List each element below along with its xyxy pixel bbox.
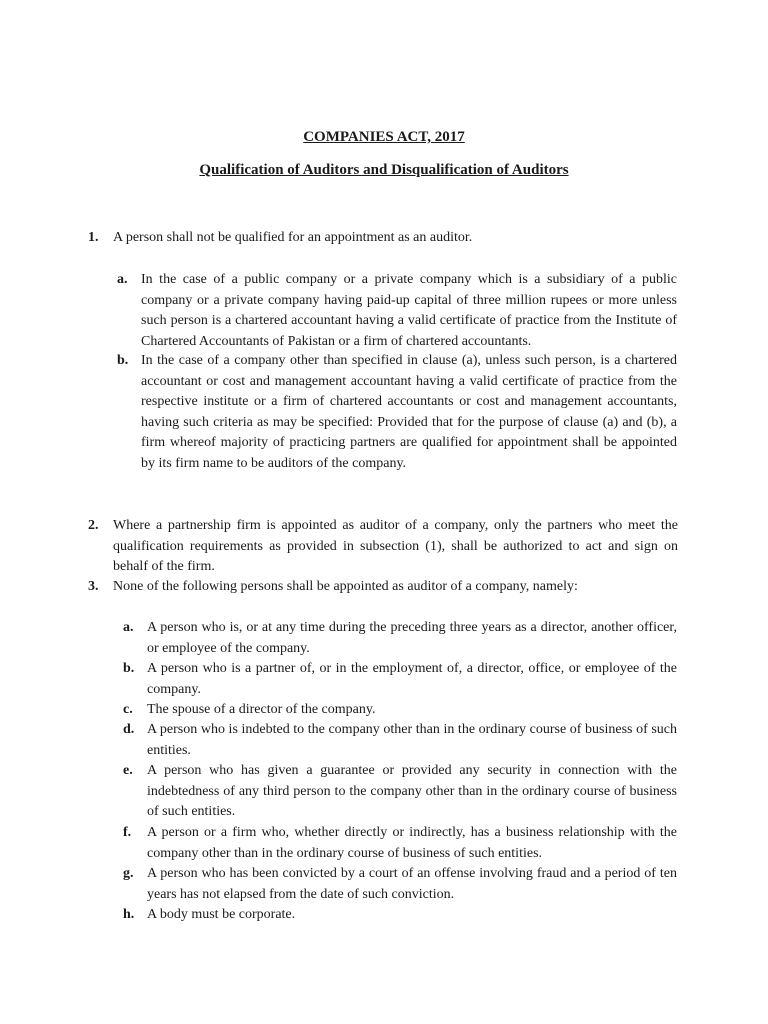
item-label: a. bbox=[123, 620, 134, 635]
item-label: b. bbox=[123, 661, 135, 676]
item-text: A person or a firm who, whether directly or indirectly, has a business relationship with the company other than in the ordinary course of business of such entities. bbox=[147, 825, 677, 861]
item-text: In the case of a company other than specified in clause (a), unless such person, is a chartered accountant or cost and management accountant having a valid certificate of practice from the respective institute or a firm of chartered accountants or cost and management accountants, having such criteria as may be specified: Provided that for the purpose of clause (a) and (b), a firm whereof majority of practicing partners are qualified for appointment shall be appointed by its firm name to be auditors of the company. bbox=[141, 353, 677, 471]
section-number: 3. bbox=[88, 579, 99, 594]
document-subtitle: Qualification of Auditors and Disqualification of Auditors bbox=[199, 162, 569, 178]
section-text: A person shall not be qualified for an appointment as an auditor. bbox=[113, 230, 473, 245]
item-label: d. bbox=[123, 722, 135, 737]
item-text: A person who has given a guarantee or provided any security in connection with the indebtedness of any third person to the company other than in the ordinary course of business of such entities. bbox=[147, 763, 677, 820]
item-label: b. bbox=[117, 353, 129, 368]
item-text: A person who is indebted to the company other than in the ordinary course of business of such entities. bbox=[147, 722, 677, 758]
section-text: Where a partnership firm is appointed as auditor of a company, only the partners who meet the qualification requirements as provided in subsection (1), shall be authorized to act and sign on behalf of the firm. bbox=[113, 518, 678, 575]
item-text: The spouse of a director of the company. bbox=[147, 702, 376, 717]
item-text: A person who has been convicted by a court of an offense involving fraud and a period of ten years has not elapsed from the date of such conviction. bbox=[147, 866, 677, 902]
item-label: h. bbox=[123, 907, 135, 922]
item-label: a. bbox=[117, 272, 128, 287]
item-text: In the case of a public company or a private company which is a subsidiary of a public company or a private company having paid-up capital of three million rupees or more unless such person is a chartered accountant having a valid certificate of practice from the Institute of Chartered Accountants of Pakistan or a firm of chartered accountants. bbox=[141, 272, 677, 349]
item-label: f. bbox=[123, 825, 132, 840]
document-title: COMPANIES ACT, 2017 bbox=[303, 129, 465, 145]
section-number: 1. bbox=[88, 230, 99, 245]
item-label: c. bbox=[123, 702, 133, 717]
section-text: None of the following persons shall be appointed as auditor of a company, namely: bbox=[113, 579, 578, 594]
item-label: e. bbox=[123, 763, 133, 778]
item-label: g. bbox=[123, 866, 134, 881]
item-text: A person who is a partner of, or in the employment of, a director, office, or employee of the company. bbox=[147, 661, 677, 697]
section-number: 2. bbox=[88, 518, 99, 533]
item-text: A body must be corporate. bbox=[147, 907, 296, 922]
item-text: A person who is, or at any time during the preceding three years as a director, another officer, or employee of the company. bbox=[147, 620, 677, 656]
